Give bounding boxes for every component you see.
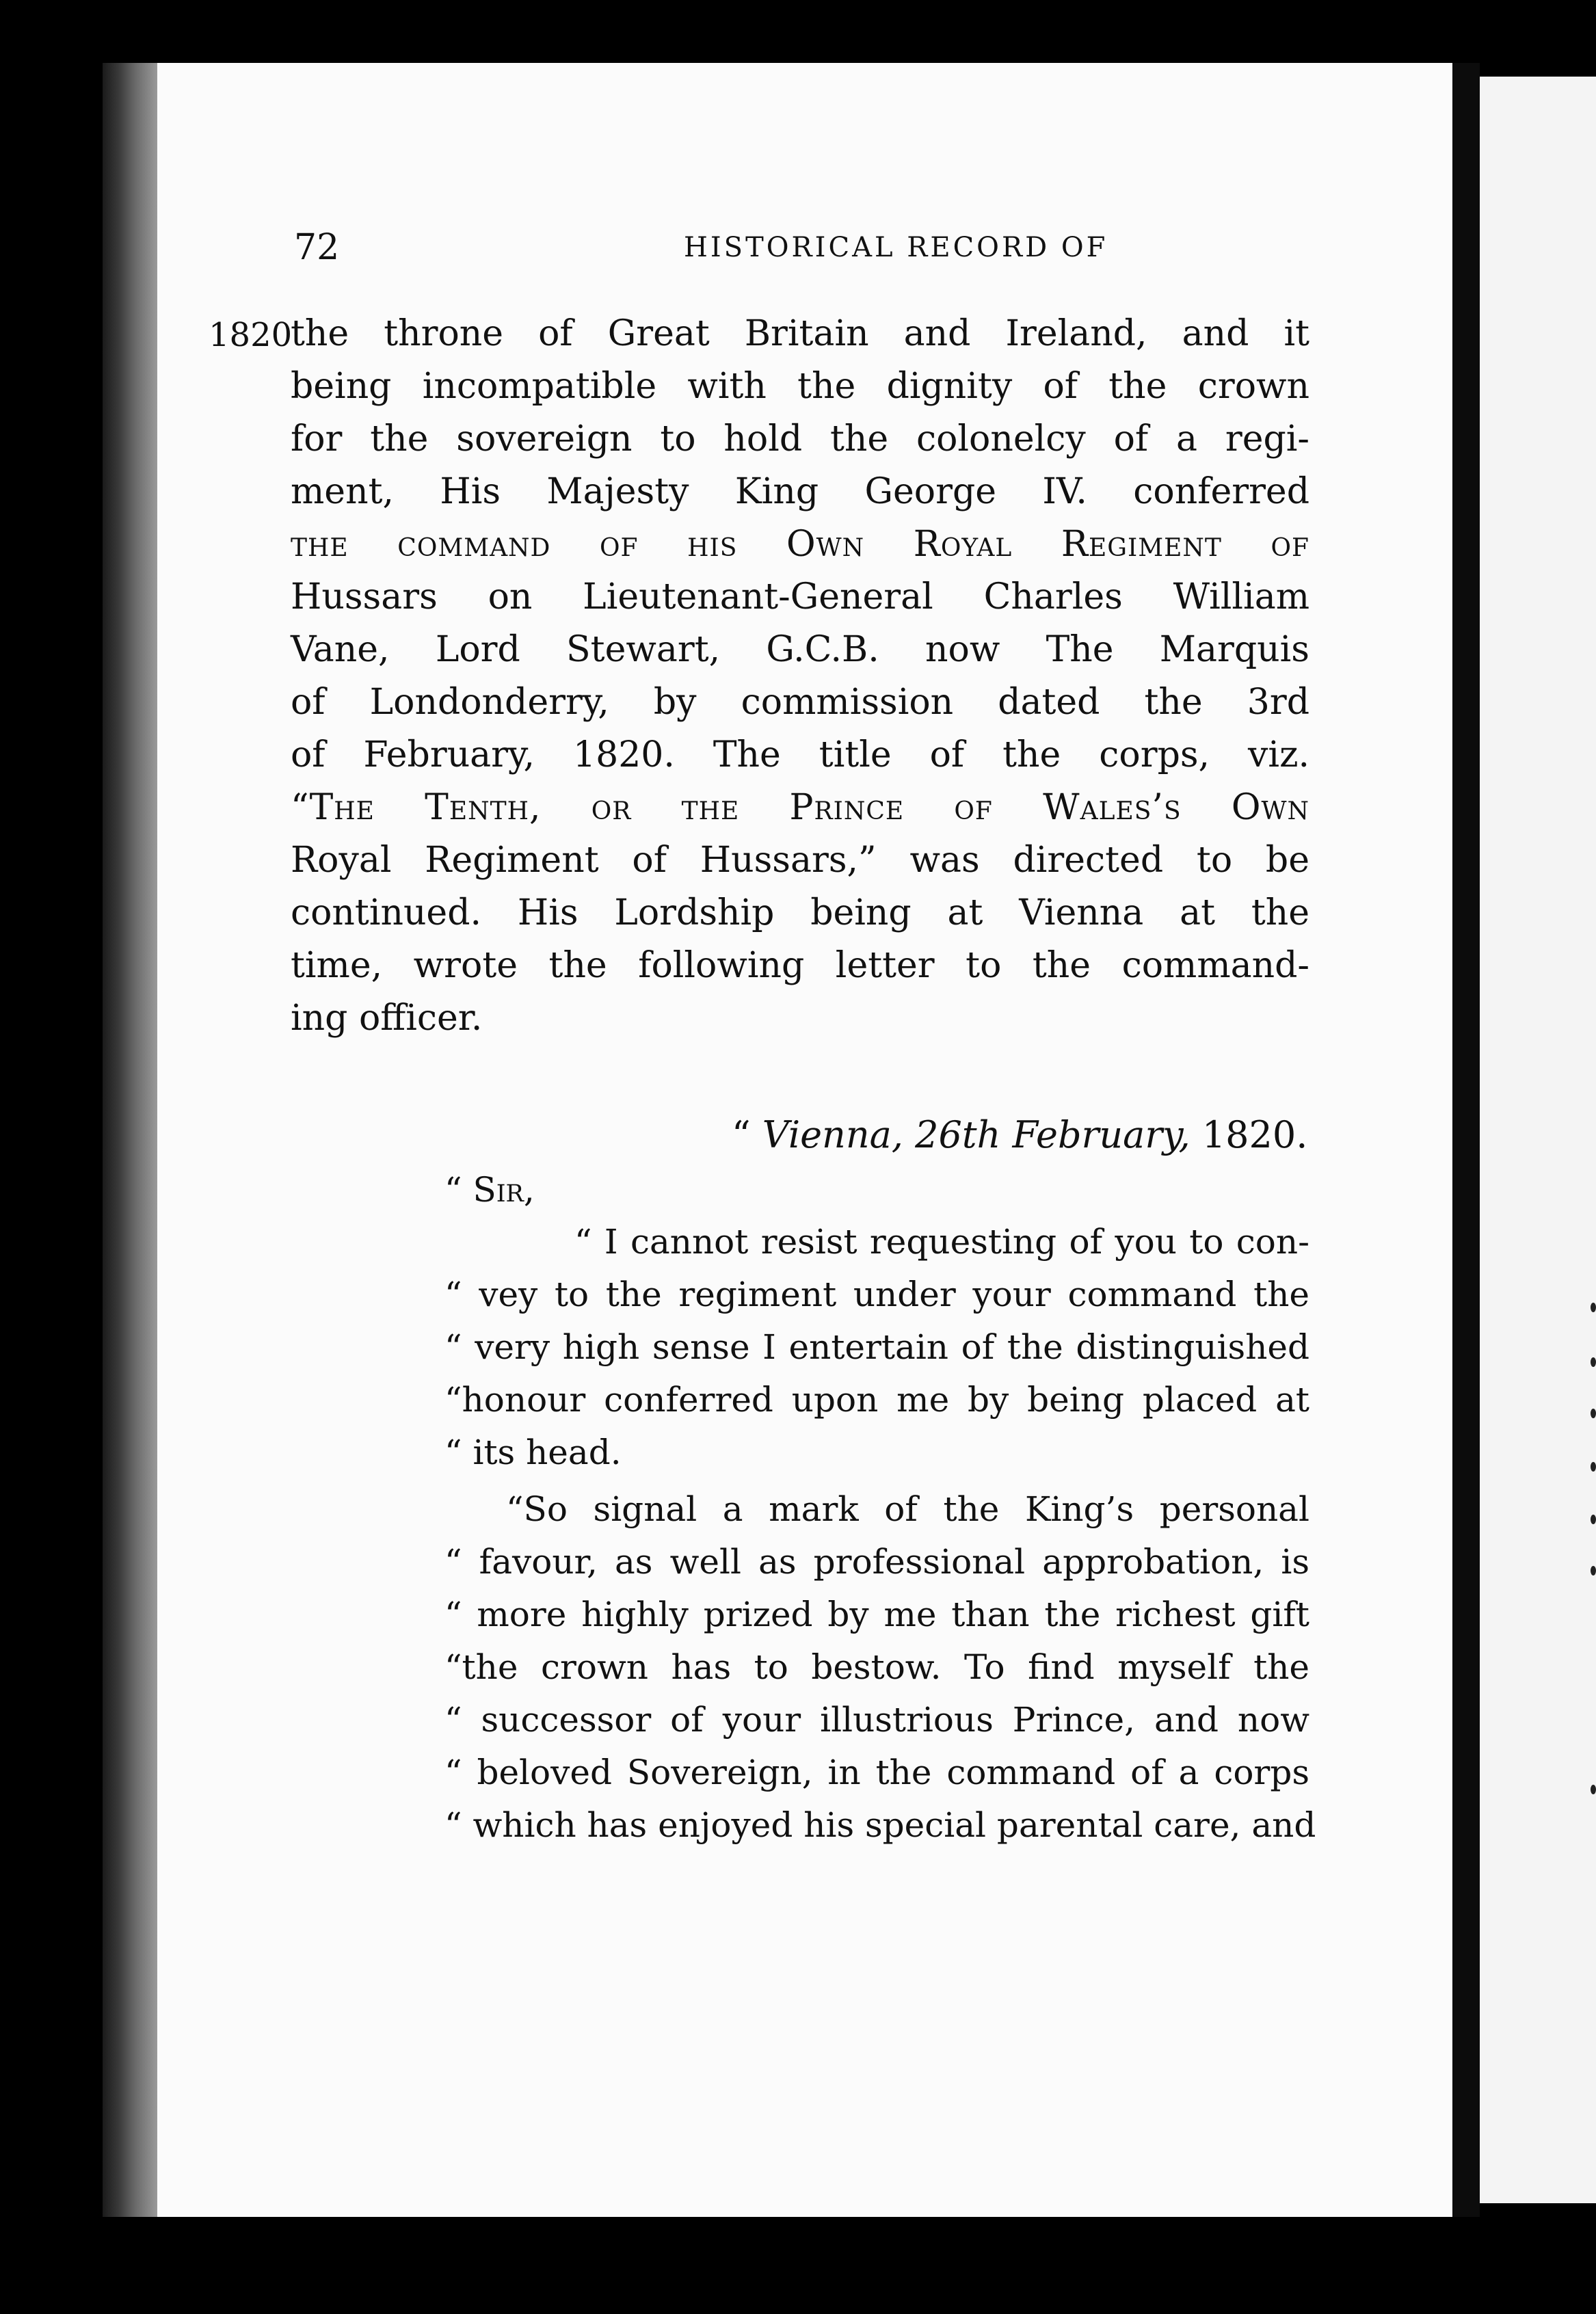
- dateline-year: 1820.: [1201, 1113, 1308, 1156]
- text-line: Vane, Lord Stewart, G.C.B. now The Marquis: [291, 629, 1309, 670]
- letter-body: [444, 1216, 1316, 1852]
- letter-line: “ beloved Sovereign, in the command of a corps: [444, 1753, 1309, 1792]
- text-line: for the sovereign to hold the colonelcy of a regi-: [291, 418, 1309, 460]
- letter-line: “ favour, as well as professional approbation, is: [444, 1542, 1309, 1582]
- letter-line: “ vey to the regiment under your command the: [444, 1275, 1309, 1314]
- letter-salutation: “ Sir,: [444, 1170, 535, 1210]
- body-paragraph: [291, 308, 1309, 1045]
- text-line: time, wrote the following letter to the command-: [291, 945, 1309, 986]
- scan-speck: [1591, 1462, 1596, 1472]
- scan-speck: [1591, 1303, 1596, 1312]
- text-line: of Londonderry, by commission dated the 3rd: [291, 682, 1309, 723]
- letter-line: “ very high sense I entertain of the distinguished: [444, 1327, 1309, 1367]
- text-line: the command of his Own Royal Regiment of: [291, 524, 1309, 565]
- bottom-edge: [103, 2217, 1596, 2314]
- scan-speck: [1591, 1566, 1596, 1575]
- running-title: HISTORICAL RECORD OF: [684, 232, 1108, 263]
- margin-year: 1820: [209, 316, 293, 354]
- text-line: the throne of Great Britain and Ireland, and it: [291, 313, 1309, 354]
- text-line: of February, 1820. The title of the corps, viz.: [291, 734, 1309, 775]
- text-line: continued. His Lordship being at Vienna at the: [291, 892, 1309, 933]
- page-number: 72: [294, 227, 340, 268]
- letter-line: “So signal a mark of the King’s personal: [506, 1489, 1309, 1529]
- letter-line: “ its head.: [444, 1433, 622, 1472]
- dateline-place: Vienna,: [762, 1113, 903, 1156]
- letter-line: “honour conferred upon me by being placed at: [444, 1380, 1309, 1420]
- text-line: Royal Regiment of Hussars,” was directed to be: [291, 840, 1309, 881]
- text-line: “The Tenth, or the Prince of Wales’s Own: [291, 787, 1309, 828]
- facing-page: [1480, 77, 1596, 2203]
- letter-line: “ successor of your illustrious Prince, and now: [444, 1700, 1309, 1740]
- running-head: [0, 220, 1596, 275]
- scan-speck: [1591, 1515, 1596, 1524]
- text-line: Hussars on Lieutenant-General Charles William: [291, 576, 1309, 617]
- scan-speck: [1591, 1357, 1596, 1367]
- book-gutter: [103, 63, 157, 2217]
- page-separator: [1452, 63, 1480, 2217]
- scan-speck: [1591, 1785, 1596, 1794]
- letter-line: “ more highly prized by me than the richest gift: [444, 1595, 1309, 1634]
- scan-speck: [1591, 1409, 1596, 1418]
- letter-line: “ I cannot resist requesting of you to con-: [574, 1222, 1309, 1262]
- dateline-day: 26th February,: [915, 1113, 1191, 1156]
- text-line: ment, His Majesty King George IV. conferred: [291, 471, 1309, 512]
- letter-dateline: [732, 1108, 1307, 1162]
- text-line: being incompatible with the dignity of the crown: [291, 366, 1309, 407]
- dateline-quote: “: [732, 1113, 751, 1156]
- letter-line: “the crown has to bestow. To find myself the: [444, 1647, 1309, 1687]
- letter-line: “ which has enjoyed his special parental care, and: [444, 1805, 1316, 1845]
- text-line: ing officer.: [291, 998, 483, 1039]
